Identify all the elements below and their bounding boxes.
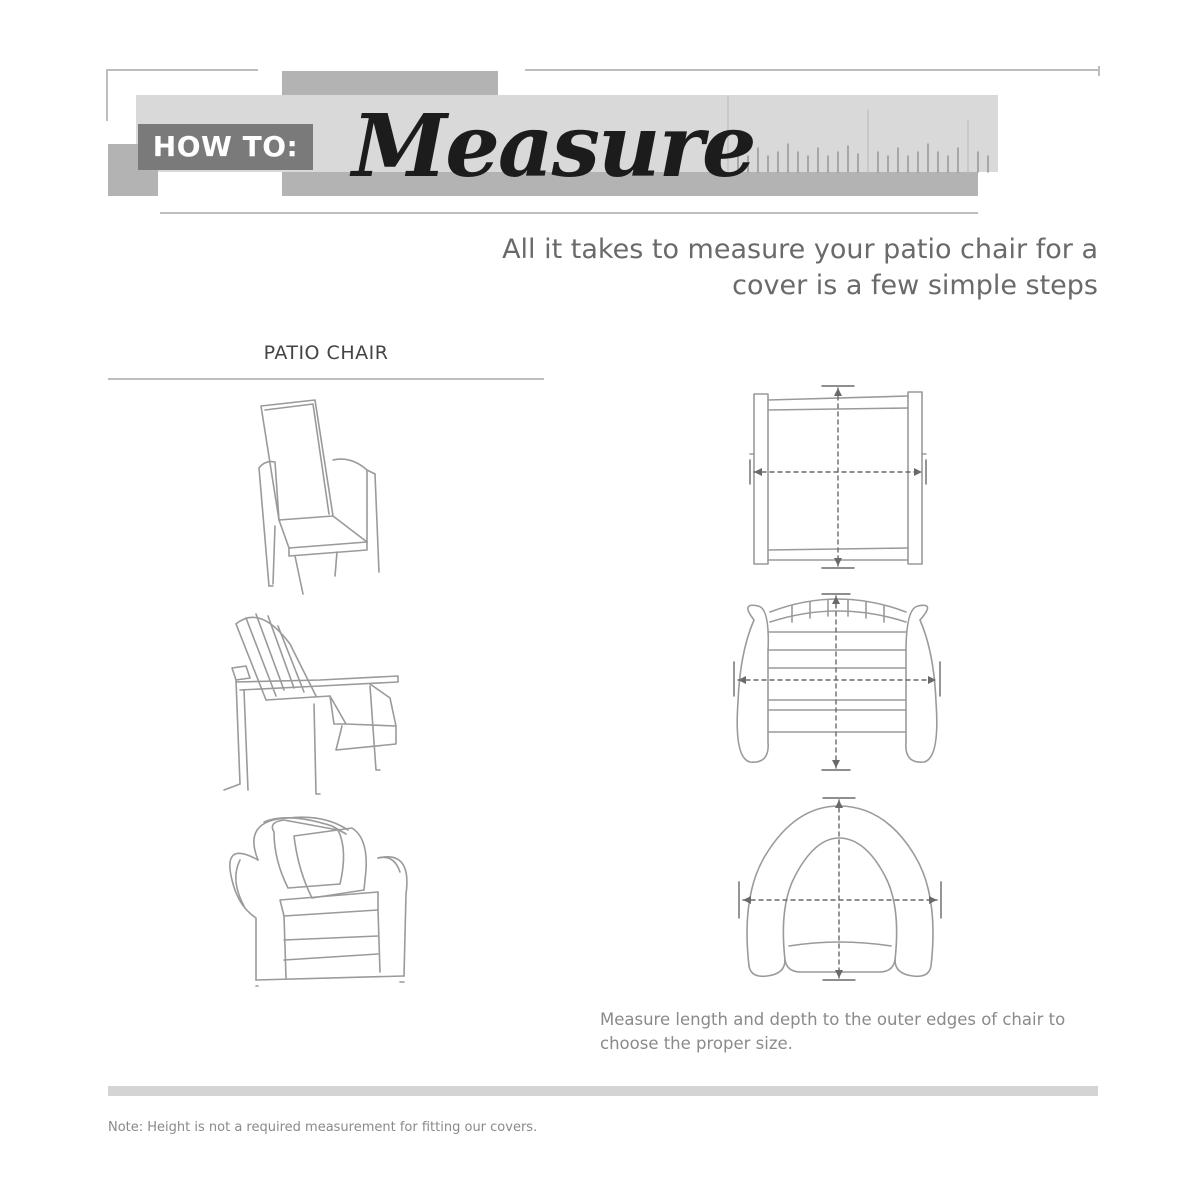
dining-chair-icon [255,396,385,596]
intro-line-2: cover is a few simple steps [732,270,1098,301]
footnote: Note: Height is not a required measurement for fitting our covers. [108,1120,538,1135]
dining-chair-top-view-icon [740,380,930,575]
header-top-line-right [525,69,1100,71]
intro-line-1: All it takes to measure your patio chair for a [502,234,1098,265]
howto-label: HOW TO: [138,124,313,170]
wicker-club-chair-icon [228,810,413,990]
page-title: Measure [352,96,755,197]
instruction-line-2: choose the proper size. [600,1034,793,1053]
header-bottom-line [160,212,978,214]
ruler-icon [728,96,998,172]
header-right-tick [1098,66,1100,76]
intro-text [480,232,1098,304]
adirondack-chair-top-view-icon [730,592,945,777]
footer-divider [108,1086,1098,1096]
measure-instruction [600,1008,1100,1056]
club-chair-top-view-icon [735,796,945,986]
header-top-line-left [106,69,258,71]
header-left-tick [106,69,108,121]
adirondack-chair-icon [220,604,405,799]
instruction-line-1: Measure length and depth to the outer edges of chair to [600,1010,1066,1029]
section-heading: PATIO CHAIR [263,342,389,364]
section-underline [108,378,544,380]
